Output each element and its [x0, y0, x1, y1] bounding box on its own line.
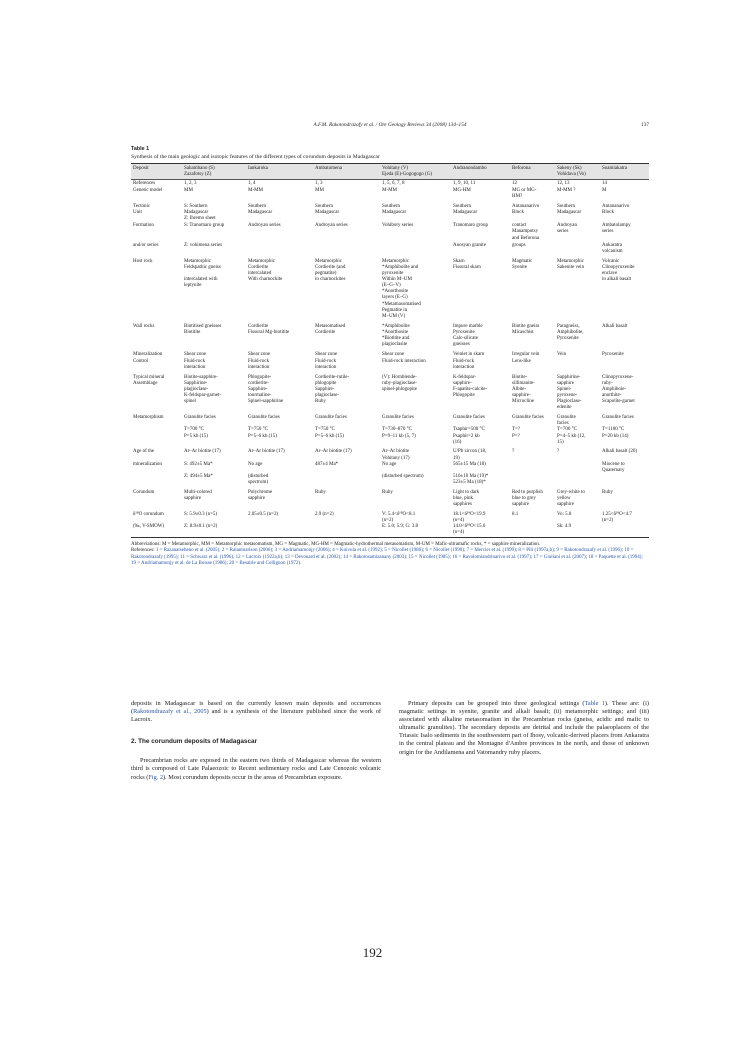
table-cell: Multi-colored sapphire	[184, 489, 212, 501]
table-header-row	[131, 164, 649, 180]
table-cell: Ankaratra volcanism	[602, 242, 623, 254]
column-header: Sahambano (S) Zazafotsy (Z)	[182, 164, 246, 180]
intro-paragraph: deposits in Madagascar is based on the currently known main deposits and occurrences (Rakotondrazafy et al., 2005) and is a synthesis of the literature published since the work of Lacroix.	[131, 700, 381, 724]
table-cell: M-MM	[382, 187, 398, 193]
table-row	[131, 372, 649, 412]
table-cell: Granulite facies T=730–870 °C P=9–11 kb (5, 7)	[382, 415, 416, 439]
table-cell: Cordierite-rutile- phlogopite Sapphire- plagioclase- Ruby	[315, 374, 350, 405]
table-cell: *Amphibolite *Anorthosite *Biotitite and plagioclasite	[382, 323, 410, 348]
journal-page-number: 137	[641, 122, 649, 128]
table-cell: Paragneiss, Amphibolite, Pyroxenite	[557, 323, 584, 341]
table-cell: Alkali basalt	[602, 323, 628, 329]
table-cell: Metamorphic *Amphibolite and pyroxenite Within M–UM (E–G–V) *Anorthosite layers (E–G) *Metamasomatised Pegmatite in M–UM (V)	[382, 258, 421, 319]
table-cell: 14	[602, 180, 607, 186]
row-label: Typical mineral Assemblage	[133, 374, 165, 386]
table-cell: MM	[184, 187, 193, 193]
table-cell: Fluid-rock interaction	[315, 358, 337, 371]
table-cell: Biotite-sapphire- Sapphirine- plagioclase- K-feldspar-garnet- spinel	[184, 374, 222, 405]
table-cell: S: 5.9±0.3 (n=5) Z: 8.9±0.1 (n=2)	[182, 509, 246, 538]
table-row	[131, 321, 649, 349]
row-label: δ¹⁸O corundum (‰, V-SMOW)	[131, 509, 182, 538]
table-cell: M-MM	[248, 187, 264, 193]
table-cell: Clinopyroxene- ruby- Amphibole- anorthite- Scapolite-garnet	[602, 374, 635, 405]
table-row	[131, 223, 649, 242]
table-cell	[600, 358, 649, 371]
table-link[interactable]: Table 1	[584, 700, 605, 707]
table-references	[131, 548, 649, 567]
table-cell: Impure marble Pyroxenite Calc-silicate gneisses	[453, 323, 483, 348]
table-label: Table 1	[131, 146, 150, 152]
table-cell: Ar–Ar biotite Vohitany (17) No age (disturbed spectrum)	[382, 449, 424, 480]
precambrian-paragraph: Precambrian rocks are exposed in the eastern two thirds of Madagascar whereas the western third is composed of Late Palaeozoic to Recent sedimentary rocks and Late Cenozoic volcanic rocks (Fig. 2). Most corundum deposits occur in the areas of Precambrian exposure.	[131, 757, 381, 781]
table-cell: Shear zone	[248, 351, 271, 357]
table-cell: Southern Madagascar	[382, 203, 407, 215]
table-cell: Ruby	[602, 489, 613, 495]
table-cell: 12, 13	[557, 180, 570, 186]
table-cell: Light to dark blue, pink sapphires	[453, 489, 480, 508]
journal-citation: A.F.M. Rakotondrazafy et al. / Ore Geology Reviews 34 (2008) 134–154	[313, 122, 467, 128]
row-label: Mineralization	[133, 351, 163, 357]
table-cell: Sapphirine- sapphire Spinel- pyroxene- Plagioclase- edenite	[557, 374, 582, 411]
column-header: Vohitany (V) Ejeda (E)-Gogogogo (G)	[380, 164, 451, 180]
table-cell: Southern Madagascar	[453, 203, 478, 215]
page-number: 192	[362, 945, 383, 960]
column-header: Sakeny (Sk) Vohidava (Vo)	[555, 164, 600, 180]
table-cell: Granulite facies T=? P=?	[512, 415, 544, 439]
column-header: Beforona	[510, 164, 555, 180]
row-label: Metamorphism	[133, 415, 164, 421]
table-cell: Red to purplish blue to grey sapphire	[512, 489, 543, 508]
table-cell: Fluid-rock interaction	[184, 358, 206, 371]
table-cell: M-MM ?	[557, 187, 576, 193]
table-cell: Granulite facies T=700 °C P=5 kb (15)	[184, 415, 216, 439]
table-cell: Biotite- sillimanite- Albite- sapphire- Microcline	[512, 374, 535, 405]
column-header: Andranondambo	[451, 164, 510, 180]
table-title: Synthesis of the main geologic and isotopic features of the different types of corundum deposits in Madagascar	[131, 154, 380, 160]
primary-deposits-paragraph: Primary deposits can be grouped into three geological settings (Table 1). These are: (i) magmatic settings in syenite, granite and alkali basalt; (ii) metamorphic settings; and (iii) associated with alkaline metasomatism in the Precambrian rocks (gneiss, acidic and mafic to ultramafic granulites). The secondary deposits are detrital and include the palaeoplacers of the Triassic Isalo sediments in the southwestern part of Ihosy, volcanic-derived placers from Ankaratra in the central plateau and the Montagne d'Ambre provinces in the north, and those of unknown origin for the Andilamena and Vatomandry ruby placers.	[399, 700, 649, 756]
table-cell: contact Manampotsy and Beforona	[512, 223, 540, 241]
table-cell: ?	[512, 449, 515, 455]
table-cell: Fluid-rock interaction	[248, 358, 270, 371]
table-cell: K-feldspar- sapphire- F-apatite-calcite- Phlogopite	[453, 374, 488, 399]
table-cell: Metamorphic Cordierite intercalated With charnockite	[248, 258, 283, 282]
table-cell: Metasomatised Cordierite	[315, 323, 346, 335]
table-cell: Fluid-rock interaction	[453, 358, 475, 371]
table-abbreviations: Abbreviations: M = Metamorphic, MM = Metamorphic metasomatism, MG = Magmatic, MG-HM = Magmatic-hydrothermal metasomatism, M-UM = Mafic-ultramafic rocks, * = sapphire mineralization.	[131, 542, 541, 547]
table-cell: Granulite facies T=750 °C P=5–6 kb (15)	[315, 415, 347, 439]
table-row	[131, 487, 649, 509]
table-cell: 1.25<δ¹⁸O<4.7 (n=2)	[600, 509, 649, 538]
table-cell: ?	[557, 449, 560, 455]
row-label: References	[133, 180, 156, 186]
table-cell: Lens-like	[512, 358, 531, 364]
table-cell: Androyan series	[248, 223, 281, 229]
table-cell: Irregular vein	[512, 351, 540, 357]
table-cell	[313, 242, 380, 255]
table-cell: Shear zone	[315, 351, 338, 357]
references-label: References:	[131, 548, 155, 554]
table-cell: 18.1<δ¹⁸O<19.9 (n=4) 14.0<δ¹⁸O<15.6 (n=4)	[451, 509, 510, 538]
table-row	[131, 242, 649, 255]
table-cell: Granulite facies T=1100 °C P=20 kb (14)	[602, 415, 634, 439]
table-cell: Veinlet in skarn	[453, 351, 485, 357]
column-header: Iankaroka	[246, 164, 313, 180]
table-body	[131, 180, 649, 538]
table-cell: Ar–Ar biotite (17) S: 492±5 Ma* Z: 494±5 Ma*	[184, 449, 221, 480]
table-cell: V: 5.4<δ¹⁸O<8.1 (n=2) E: 5.0; 5.9; G: 3.8	[380, 509, 451, 538]
table-row	[131, 446, 649, 486]
table-cell: Vein	[557, 351, 567, 357]
section-heading: 2. The corundum deposits of Madagascar	[131, 738, 258, 746]
table-row	[131, 358, 649, 371]
table-cell: Ambatolampy series	[602, 223, 631, 235]
table-cell: Ar–Ar biotite (17) No age (disturbed spectrum)	[248, 449, 285, 486]
table-cell: Metamorphic Sakenite vein	[557, 258, 585, 270]
table-cell: Granulite facies T=700 °C P=4–5 kb (12, 15)	[557, 415, 586, 445]
row-label: Formation	[133, 223, 154, 229]
column-header: Soamiakatra	[600, 164, 649, 180]
table-cell: 2.05±0.5 (n=2)	[246, 509, 313, 538]
table-cell: Southern Madagascar	[315, 203, 340, 215]
table-cell: Biotitised gneisses Biotitite	[184, 323, 222, 335]
table-cell: Antananarivo Block	[602, 203, 630, 215]
table-cell	[555, 358, 600, 371]
table-cell: Vo: 5.8 Sk: 4.9	[555, 509, 600, 538]
table-cell: Volcanic Clinopyroxenite enclave in alkali basalt	[602, 258, 635, 282]
corundum-deposits-table	[131, 163, 649, 538]
table-cell: Polychrome sapphire	[248, 489, 273, 501]
table-caption	[131, 145, 649, 161]
row-label: Genetic model	[133, 187, 163, 193]
row-label: Age of the mineralization	[133, 449, 162, 467]
table-cell: Tranomaro group	[453, 223, 488, 229]
figure-link[interactable]: Fig. 2	[148, 773, 164, 781]
table-row	[131, 349, 649, 359]
table-cell: Fluid-rock interaction	[382, 358, 426, 364]
references-list: 1 = Razanatseheno et al. (2005); 2 = Ralantoarison (2006); 3 = Andriamamonjy (2006); 4 = Koivula et al. (1992); 5 = Nicollet (1986); 6 = Nicollet (1990); 7 = Mercier et al. (1999); 8 = Pili (1997a,b); 9 = Rakotondrazafy et al. (1996); 10 = Rakotondrazafy (1995); 11 = Schwarz et al. (1996); 12 = Lacroix (1922a,b); 13 = Devouard et al. (2002); 14 = Rakotosamizanany (2003); 15 = Nicollet (1985); 16 = Ravolomiandrinarivo et al. (1997); 17 = Giuliani et al. (2007); 18 = Paquette et al. (1994); 19 = Andriamamonjy et al. de La Boisse (1986); 20 = Besairie and Collignon (1972).	[131, 548, 643, 567]
table-cell: Ar–Ar biotite (17) 487±4 Ma*	[315, 449, 352, 467]
table-cell: 1, 5, 6, 7, 8	[382, 180, 405, 186]
table-cell: 12	[512, 180, 517, 186]
row-label: Host rock	[133, 258, 153, 264]
table-cell: S: Tranomaro group	[184, 223, 225, 229]
table-cell: U/Pb zircon (18, 19) 565±15 Ma (18) 516±10 Ma (19)* 523±5 Ma (18)*	[453, 449, 489, 486]
left-column	[131, 700, 381, 782]
table-cell: Grey-white to yellow sapphire	[557, 489, 585, 508]
table-cell: Vohibory series	[382, 223, 414, 229]
table-cell: Metamorphic Cordierite (and pegmatite) in charnockites	[315, 258, 346, 282]
table-cell: Metamorphic Feldspathic gneiss intercalated with leptynite	[184, 258, 221, 289]
table-cell: Southern Madagascar	[248, 203, 273, 215]
table-cell: Magmatic Syenite	[512, 258, 533, 270]
table-row	[131, 201, 649, 223]
table-cell: 1, 2, 3	[184, 180, 197, 186]
table-row	[131, 256, 649, 321]
table-cell: Phlogopite- cordierite- Sapphire- tourmaline- Spinel-sapphirine	[248, 374, 284, 405]
table-row	[131, 412, 649, 446]
table-cell: Shear zone	[382, 351, 405, 357]
citation-link[interactable]: Rakotondrazafy et al., 2005	[133, 708, 207, 716]
table-cell: Pyroxenite	[602, 351, 624, 357]
table-cell: groups	[512, 242, 526, 248]
row-label: Tectonic Unit	[133, 203, 151, 215]
table-row	[131, 187, 649, 200]
table-footnotes	[131, 542, 649, 568]
table-cell: 2.9 (n=2)	[313, 509, 380, 538]
right-column	[399, 700, 649, 757]
column-header: Ambatomena	[313, 164, 380, 180]
table-cell	[380, 242, 451, 255]
table-cell: Androyan series	[557, 223, 577, 235]
row-label: Corundum	[133, 489, 155, 495]
table-cell: Z: vohimena series	[184, 242, 223, 248]
table-cell: MG or MG- HM?	[512, 187, 537, 200]
table-cell: 8.1	[510, 509, 555, 538]
table-row	[131, 180, 649, 188]
table-cell: Alkali basalt (20) Miocene to Quaternary	[602, 449, 637, 473]
table-cell: 1, 3	[315, 180, 323, 186]
table-cell: Antananarivo Block	[512, 203, 540, 215]
table-cell: MM	[315, 187, 324, 193]
table-cell: Cordierite Fissural Mg-biotitite	[248, 323, 290, 335]
table-cell: Skarn Fissural skarn	[453, 258, 481, 270]
table-cell: S: Southern Madagascar Z: Ihremo sheet	[184, 203, 216, 222]
table-cell: M	[602, 187, 607, 193]
table-cell	[555, 242, 600, 255]
table-cell: Shear zone	[184, 351, 207, 357]
table-cell: Anosyan granite	[453, 242, 486, 248]
table-cell: Androyan series	[315, 223, 348, 229]
table-cell: Granulite facies Tsaphir=500 °C Psaphir=2 kb (16)	[453, 415, 485, 445]
table-cell: Southern Madagascar	[557, 203, 582, 215]
table-cell: Biotite gneiss Micaschist	[512, 323, 540, 335]
row-label: and/or series	[133, 242, 159, 248]
table-cell: 1, 9, 10, 11	[453, 180, 476, 186]
row-label: Wall rocks	[133, 323, 155, 329]
column-header: Deposit	[131, 164, 182, 180]
table-cell: 1, 4	[248, 180, 256, 186]
table-cell	[246, 242, 313, 255]
row-label: Control	[133, 358, 149, 364]
table-cell: MG-HM	[453, 187, 471, 193]
table-cell: Ruby	[315, 489, 326, 495]
table-row	[131, 509, 649, 538]
table-cell: Granulite facies T=750 °C P=5–6 kb (15)	[248, 415, 280, 439]
table-cell: (V): Hornblende- ruby-plagioclase- spinel-phlogopite	[382, 374, 417, 392]
table-cell: Ruby	[382, 489, 393, 495]
